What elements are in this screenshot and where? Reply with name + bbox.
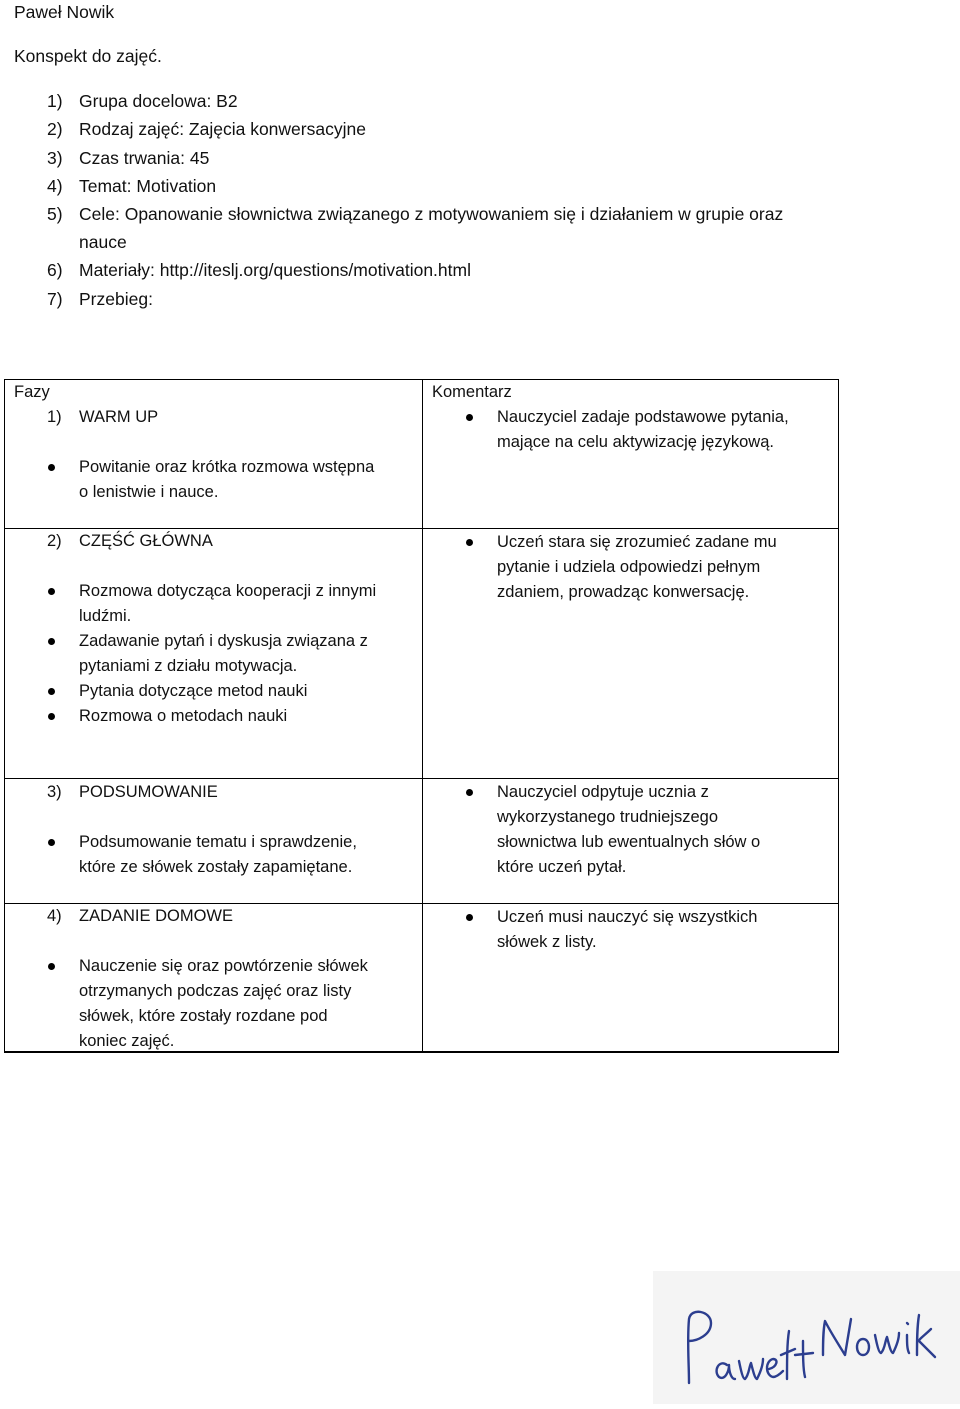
bullet-icon — [466, 539, 473, 546]
phase-comment-line: Uczeń stara się zrozumieć zadane mu — [497, 533, 777, 551]
bullet-icon — [48, 588, 55, 595]
phase-activity-line: Rozmowa dotycząca kooperacji z innymi — [79, 582, 377, 600]
phase-activity-line: Powitanie oraz krótka rozmowa wstępna — [79, 458, 375, 476]
bullet-icon — [48, 464, 55, 471]
bullet-icon — [48, 963, 55, 970]
phase-activity-line: słówek, które zostały rozdane pod — [79, 1007, 328, 1025]
signature-drawing — [653, 1271, 960, 1404]
author-name: Paweł Nowik — [14, 2, 115, 22]
meta-item: 7) Przebieg: — [47, 288, 153, 309]
meta-item: 1) Grupa docelowa: B2 — [47, 91, 238, 111]
lesson-phases-table — [4, 379, 839, 1053]
meta-item: 2) Rodzaj zajęć: Zajęcia konwersacyjne — [47, 119, 366, 140]
table-border — [4, 379, 5, 1053]
phase-activity-line: Nauczenie się oraz powtórzenie słówek — [79, 957, 368, 975]
phase-comment-line: słownictwa lub ewentualnych słów o — [497, 833, 761, 851]
phase-comment-line: zdaniem, prowadząc konwersację. — [497, 583, 750, 601]
phase-activity-line: Zadawanie pytań i dyskusja związana z — [79, 632, 368, 650]
meta-item: 6) Materiały: http://iteslj.org/questions/motivation.html — [47, 260, 471, 281]
phase-activity-line: Rozmowa o metodach nauki — [79, 707, 288, 725]
handwritten-signature — [653, 1271, 960, 1404]
phase-activity-line: Pytania dotyczące metod nauki — [79, 682, 308, 700]
bullet-icon — [48, 688, 55, 695]
phase-activity-line: koniec zajęć. — [79, 1032, 175, 1050]
phase-activity-line: które ze słówek zostały zapamiętane. — [79, 858, 353, 876]
bullet-icon — [466, 914, 473, 921]
phase-activity-line: pytaniami z działu motywacja. — [79, 657, 298, 675]
phase-title: PODSUMOWANIE — [79, 783, 218, 801]
phase-comment-line: które uczeń pytał. — [497, 858, 627, 876]
meta-item: 3) Czas trwania: 45 — [47, 147, 210, 168]
phase-comment-line: Nauczyciel zadaje podstawowe pytania, — [497, 408, 789, 426]
phase-number: 3) — [47, 783, 62, 801]
phase-number: 2) — [47, 532, 62, 550]
table-column-divider — [422, 379, 423, 1053]
bullet-icon — [48, 638, 55, 645]
phase-title: WARM UP — [79, 408, 159, 426]
meta-item-continuation: nauce — [79, 232, 127, 253]
phase-comment-line: Nauczyciel odpytuje ucznia z — [497, 783, 709, 801]
bullet-icon — [48, 839, 55, 846]
table-border — [838, 379, 839, 1053]
phase-activity-line: otrzymanych podczas zajęć oraz listy — [79, 982, 352, 1000]
phase-comment-line: słówek z listy. — [497, 933, 597, 951]
phase-number: 4) — [47, 907, 62, 925]
phase-comment-line: pytanie i udziela odpowiedzi pełnym — [497, 558, 761, 576]
bullet-icon — [466, 789, 473, 796]
phase-activity-line: o lenistwie i nauce. — [79, 483, 219, 501]
phase-comment-line: wykorzystanego trudniejszego — [497, 808, 719, 826]
phase-comment-line: mające na celu aktywizację językową. — [497, 433, 774, 451]
phase-activity-line: Podsumowanie tematu i sprawdzenie, — [79, 833, 357, 851]
phase-title: ZADANIE DOMOWE — [79, 907, 234, 925]
bullet-icon — [48, 713, 55, 720]
header-comment: Komentarz — [432, 383, 512, 401]
bullet-icon — [466, 414, 473, 421]
phase-title: CZĘŚĆ GŁÓWNA — [79, 532, 213, 550]
phase-activity-line: ludźmi. — [79, 607, 132, 625]
document-subtitle: Konspekt do zajęć. — [14, 46, 162, 66]
phase-comment-line: Uczeń musi nauczyć się wszystkich — [497, 908, 758, 926]
header-phases: Fazy — [14, 383, 50, 401]
phase-number: 1) — [47, 408, 62, 426]
meta-item: 5) Cele: Opanowanie słownictwa związanego z motywowaniem się i działaniem w grupie oraz — [47, 204, 784, 225]
lesson-meta-list — [47, 89, 867, 315]
meta-item: 4) Temat: Motivation — [47, 175, 217, 196]
